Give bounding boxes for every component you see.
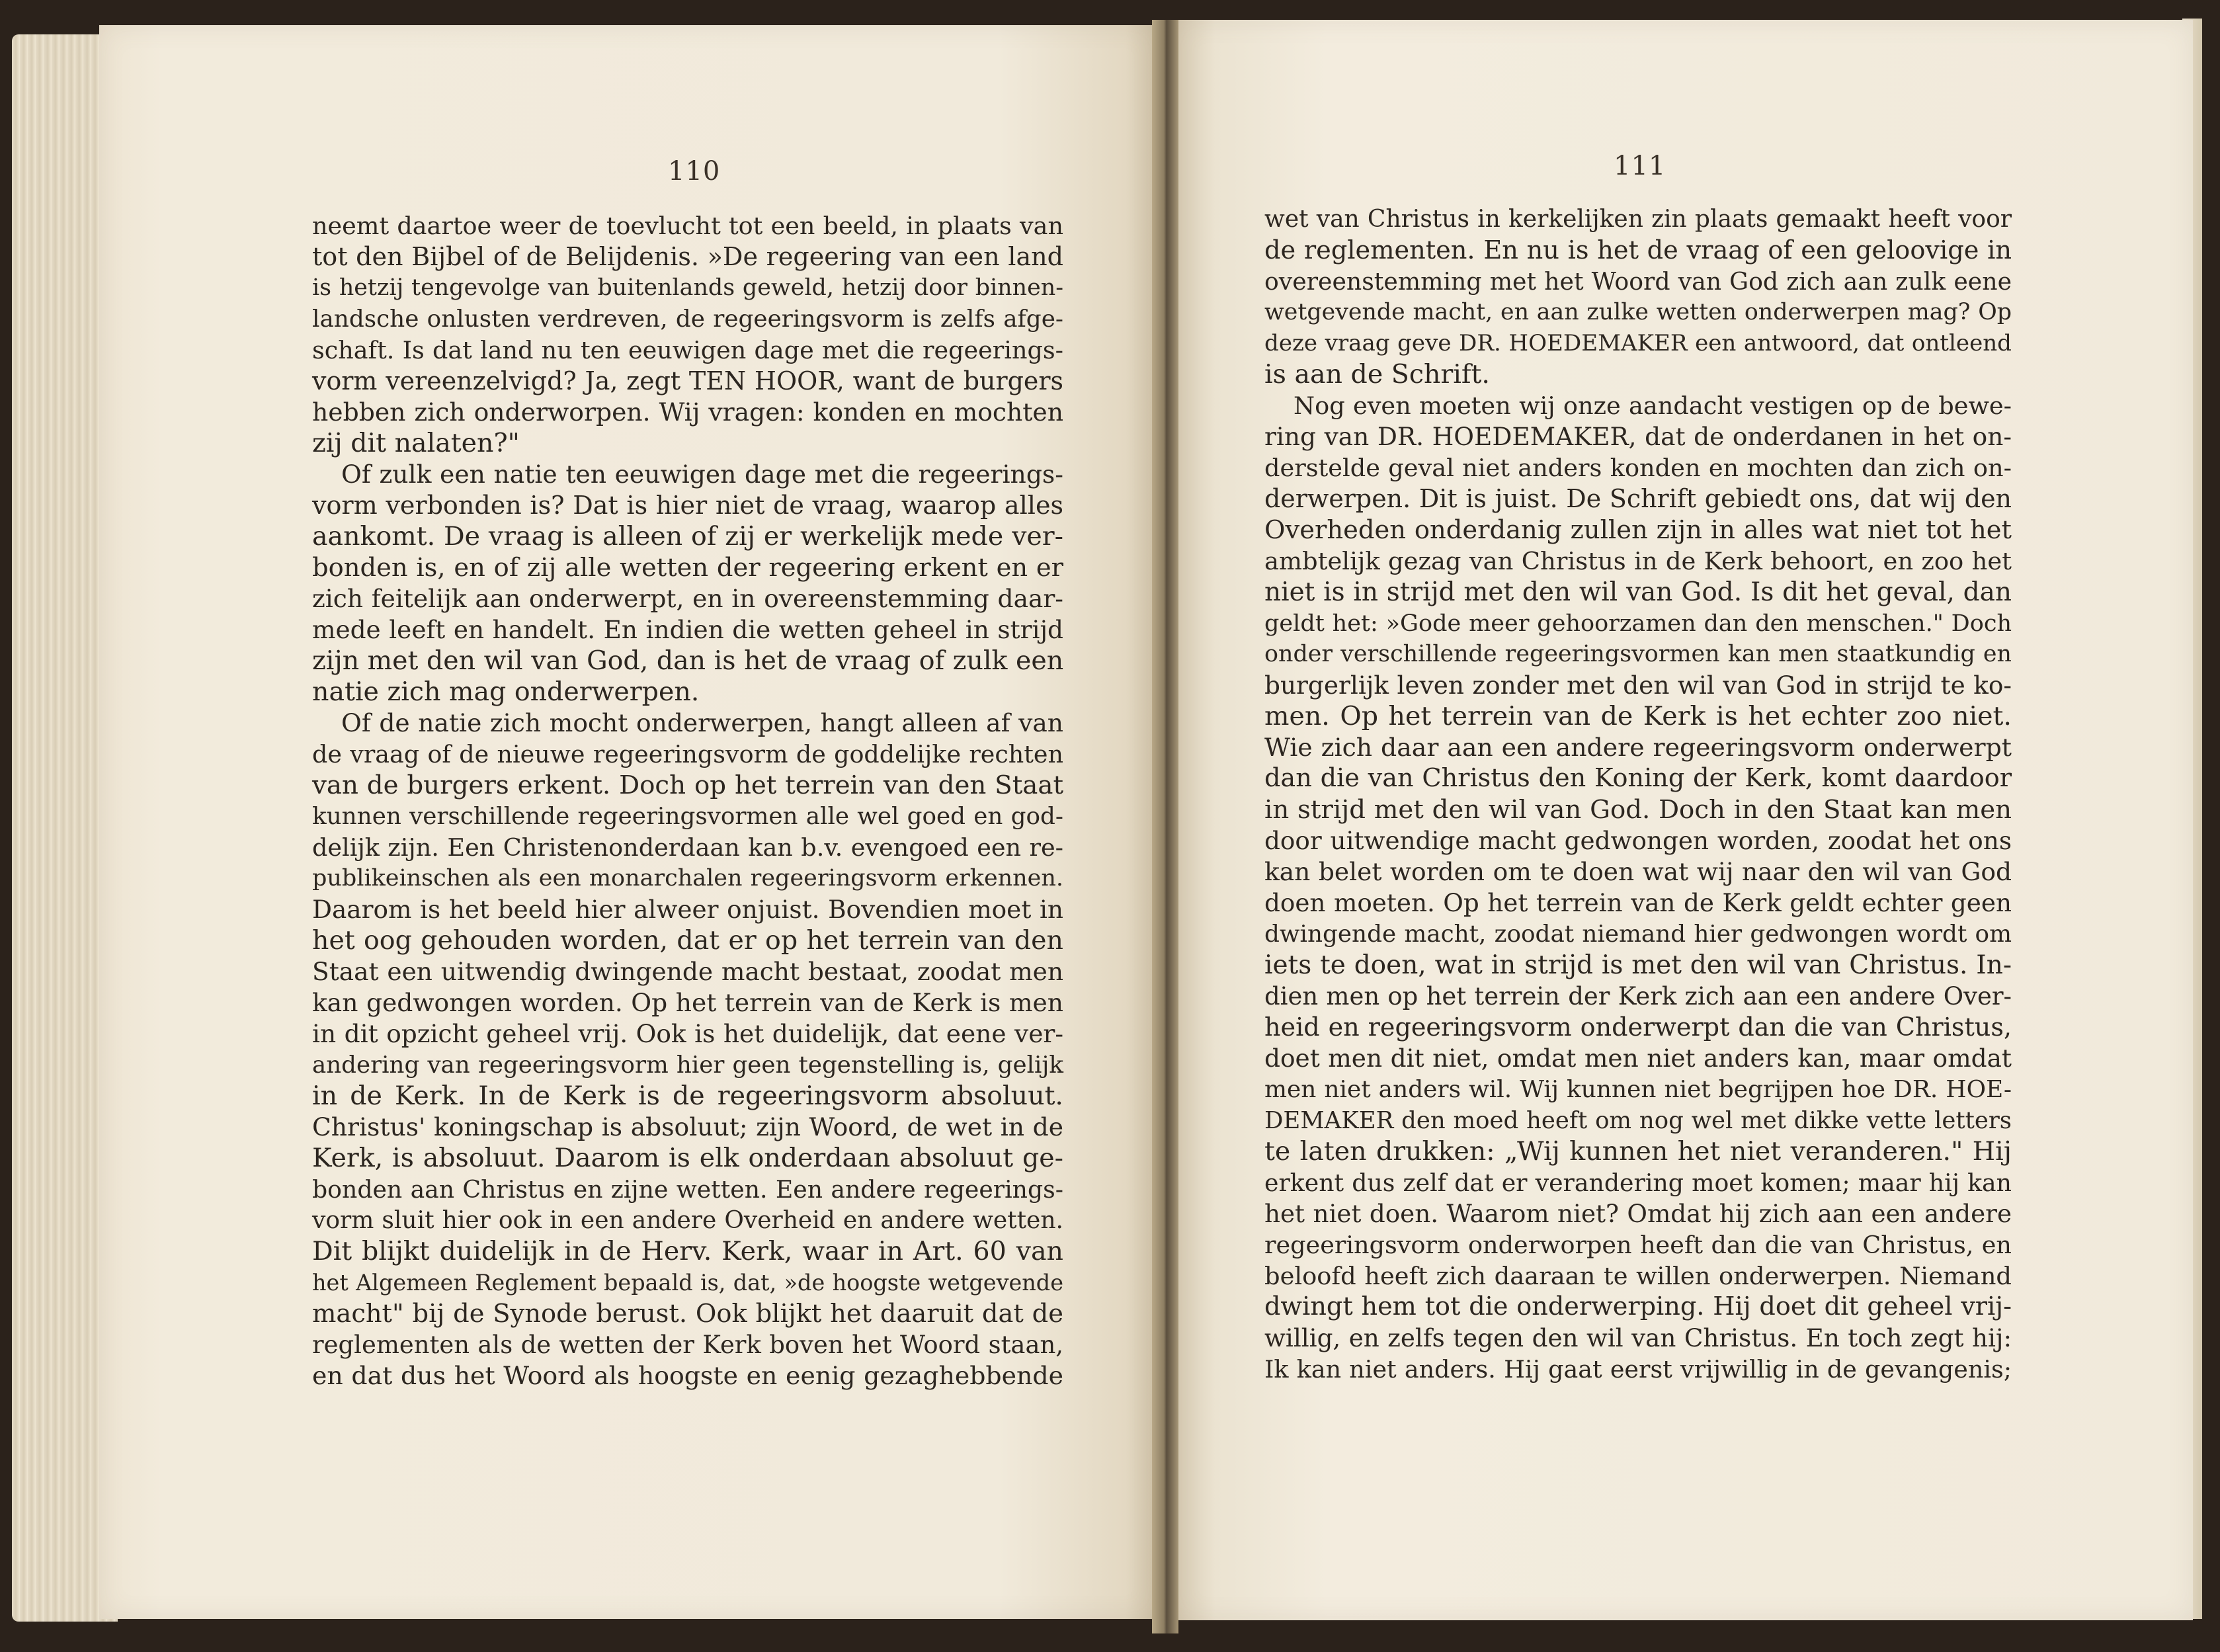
text-line: derstelde geval niet anders konden en mochten dan zich on- — [1264, 454, 2012, 482]
text-line: Christus' koningschap is absoluut; zijn Woord, de wet in de — [312, 1112, 1063, 1141]
text-line: wetgevende macht, en aan zulke wetten onderwerpen mag? Op — [1264, 299, 2012, 325]
text-line: andering van regeeringsvorm hier geen tegenstelling is, gelijk — [312, 1052, 1063, 1079]
text-line: door uitwendige macht gedwongen worden, zoodat het ons — [1264, 826, 2012, 855]
book-gutter — [1152, 20, 1178, 1633]
text-line: men. Op het terrein van de Kerk is het echter zoo niet. — [1264, 701, 2012, 731]
text-line: in strijd met den wil van God. Doch in den Staat kan men — [1264, 795, 2012, 825]
text-line: bonden is, en of zij alle wetten der regeering erkent en er — [312, 553, 1063, 583]
text-line: derwerpen. Dit is juist. De Schrift gebiedt ons, dat wij den — [1264, 484, 2012, 513]
text-line: Wie zich daar aan een andere regeeringsvorm onderwerpt — [1264, 733, 2012, 762]
text-line: het niet doen. Waarom niet? Omdat hij zich aan een andere — [1264, 1199, 2012, 1228]
text-line: zijn met den wil van God, dan is het de vraag of zulk een — [312, 645, 1064, 676]
text-line: vorm vereenzelvigd? Ja, zegt TEN HOOR, want de burgers — [312, 366, 1063, 395]
text-line: tot den Bijbel of de Belijdenis. »De regeering van een land — [312, 242, 1063, 271]
text-line: men niet anders wil. Wij kunnen niet begrijpen hoe DR. HOE- — [1264, 1076, 2012, 1103]
text-line: ambtelijk gezag van Christus in de Kerk behoort, en zoo het — [1264, 547, 2012, 575]
text-line: Of de natie zich mocht onderwerpen, hangt alleen af van — [341, 708, 1063, 737]
text-line: delijk zijn. Een Christenonderdaan kan b.v. evengoed een re- — [312, 833, 1063, 862]
text-line: de reglementen. En nu is het de vraag of een geloovige in — [1264, 235, 2012, 265]
text-line: het oog gehouden worden, dat er op het terrein van den — [312, 925, 1063, 956]
text-line: regeeringsvorm onderworpen heeft dan die van Christus, en — [1264, 1231, 2012, 1259]
text-line: landsche onlusten verdreven, de regeeringsvorm is zelfs afge- — [312, 306, 1063, 333]
text-line: niet is in strijd met den wil van God. Is dit het geval, dan — [1264, 577, 2012, 607]
text-line: onder verschillende regeeringsvormen kan men staatkundig en — [1264, 641, 2012, 667]
text-line: Nog even moeten wij onze aandacht vestigen op de bewe- — [1294, 392, 2012, 420]
text-line: aankomt. De vraag is alleen of zij er werkelijk mede ver- — [312, 521, 1063, 552]
text-line: Ik kan niet anders. Hij gaat eerst vrijwillig in de gevangenis; — [1264, 1355, 2012, 1384]
text-line: dien men op het terrein der Kerk zich aan een andere Over- — [1264, 982, 2012, 1011]
text-line: DEMAKER den moed heeft om nog wel met dikke vette letters — [1264, 1107, 2012, 1134]
text-line: hebben zich onderworpen. Wij vragen: konden en mochten — [312, 397, 1063, 427]
left-page-text — [312, 210, 1063, 1391]
text-line: in de Kerk. In de Kerk is de regeeringsvorm absoluut. — [312, 1081, 1063, 1111]
text-line: wet van Christus in kerkelijken zin plaats gemaakt heeft voor — [1264, 206, 2012, 233]
text-line: Daarom is het beeld hier alweer onjuist. Bovendien moet in — [312, 895, 1063, 924]
text-line: Staat een uitwendig dwingende macht bestaat, zoodat men — [312, 957, 1063, 986]
text-line: doen moeten. Op het terrein van de Kerk geldt echter geen — [1264, 888, 2012, 917]
text-line: Of zulk een natie ten eeuwigen dage met die regeerings- — [341, 460, 1063, 489]
text-line: burgerlijk leven zonder met den wil van God in strijd te ko- — [1264, 671, 2012, 700]
text-line: vorm sluit hier ook in een andere Overheid en andere wetten. — [312, 1207, 1063, 1234]
text-line: macht" bij de Synode berust. Ook blijkt het daaruit dat de — [312, 1299, 1063, 1329]
text-line: Overheden onderdanig zullen zijn in alles wat niet tot het — [1264, 515, 2012, 545]
text-line: erkent dus zelf dat er verandering moet komen; maar hij kan — [1264, 1169, 2012, 1197]
right-page-number: 111 — [1614, 151, 1666, 181]
text-line: vorm verbonden is? Dat is hier niet de vraag, waarop alles — [312, 491, 1063, 520]
text-line: bonden aan Christus en zijne wetten. Een andere regeerings- — [312, 1175, 1063, 1204]
text-line: willig, en zelfs tegen den wil van Christus. En toch zegt hij: — [1264, 1323, 2012, 1352]
text-line: deze vraag geve DR. HOEDEMAKER een antwoord, dat ontleend — [1264, 330, 2012, 356]
text-line: doet men dit niet, omdat men niet anders kan, maar omdat — [1264, 1044, 2012, 1073]
text-line: in dit opzicht geheel vrij. Ook is het duidelijk, dat eene ver- — [312, 1019, 1063, 1048]
text-line: het Algemeen Reglement bepaald is, dat, »de hoogste wetgevende — [312, 1270, 1063, 1296]
text-line: geldt het: »Gode meer gehoorzamen dan den menschen." Doch — [1264, 610, 2012, 637]
text-line: zich feitelijk aan onderwerpt, en in overeenstemming daar- — [312, 584, 1063, 613]
left-page-number: 110 — [668, 156, 721, 186]
text-line: van de burgers erkent. Doch op het terrein van den Staat — [312, 770, 1063, 800]
right-page-text — [1264, 204, 2012, 1385]
text-line: publikeinschen als een monarchalen regeeringsvorm erkennen. — [312, 865, 1063, 891]
text-line: reglementen als de wetten der Kerk boven het Woord staan, — [312, 1331, 1063, 1359]
text-line: dwingt hem tot die onderwerping. Hij doet dit geheel vrij- — [1264, 1292, 2012, 1321]
text-line: dan die van Christus den Koning der Kerk, komt daardoor — [1264, 764, 2012, 793]
text-line: beloofd heeft zich daaraan te willen onderwerpen. Niemand — [1264, 1262, 2012, 1290]
text-line: heid en regeeringsvorm onderwerpt dan die van Christus, — [1264, 1012, 2012, 1042]
text-line: natie zich mag onderwerpen. — [312, 677, 700, 707]
text-line: dwingende macht, zoodat niemand hier gedwongen wordt om — [1264, 921, 2012, 948]
text-line: neemt daartoe weer de toevlucht tot een beeld, in plaats van — [312, 212, 1063, 240]
text-line: mede leeft en handelt. En indien die wetten geheel in strijd — [312, 615, 1063, 644]
text-line: en dat dus het Woord als hoogste en eenig gezaghebbende — [312, 1361, 1063, 1390]
text-line: de vraag of de nieuwe regeeringsvorm de goddelijke rechten — [312, 740, 1063, 768]
text-line: kunnen verschillende regeeringsvormen alle wel goed en god- — [312, 803, 1063, 830]
text-line: is aan de Schrift. — [1264, 359, 1490, 390]
text-line: is hetzij tengevolge van buitenlands geweld, hetzij door binnen- — [312, 274, 1063, 301]
text-line: schaft. Is dat land nu ten eeuwigen dage met die regeerings- — [312, 336, 1063, 364]
text-line: Kerk, is absoluut. Daarom is elk onderdaan absoluut ge- — [312, 1143, 1063, 1173]
text-line: zij dit nalaten?" — [312, 428, 520, 458]
text-line: kan gedwongen worden. Op het terrein van de Kerk is men — [312, 988, 1063, 1017]
text-line: overeenstemming met het Woord van God zich aan zulk eene — [1264, 267, 2012, 296]
text-line: Dit blijkt duidelijk in de Herv. Kerk, waar in Art. 60 van — [312, 1236, 1063, 1266]
text-line: kan belet worden om te doen wat wij naar den wil van God — [1264, 857, 2012, 886]
text-line: iets te doen, wat in strijd is met den wil van Christus. In- — [1264, 950, 2012, 980]
text-line: te laten drukken: „Wij kunnen het niet veranderen." Hij — [1264, 1136, 2012, 1167]
text-line: ring van DR. HOEDEMAKER, dat de onderdanen in het on- — [1264, 422, 2012, 451]
